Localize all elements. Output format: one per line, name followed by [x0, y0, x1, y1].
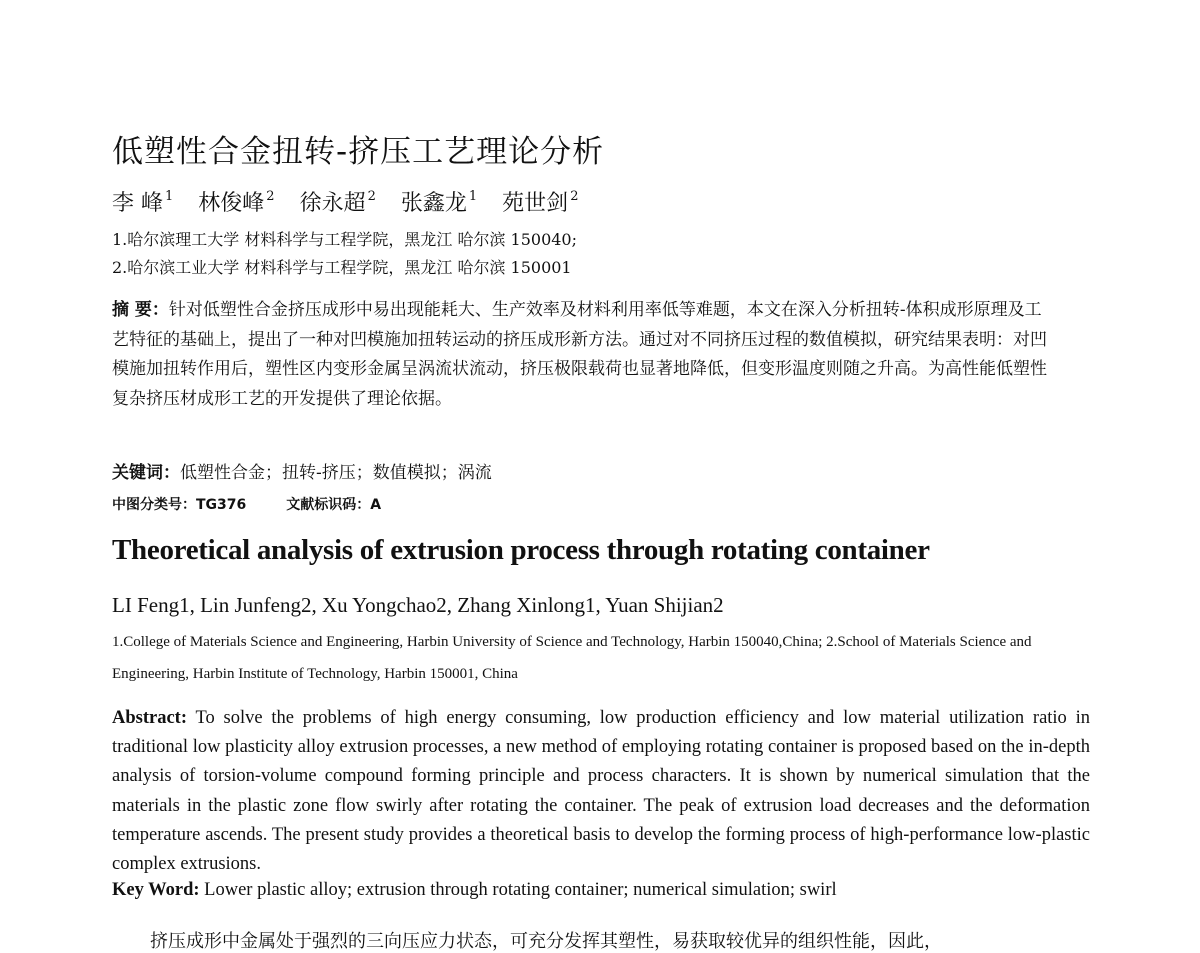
- author-cn: [198, 191, 274, 216]
- doc-code-value: A: [370, 497, 382, 513]
- keywords-cn-text: 低塑性合金；扭转-挤压；数值模拟；涡流: [180, 463, 492, 483]
- doc-code-label: 文献标识码：: [286, 497, 371, 513]
- clc-value: TG376: [196, 497, 247, 513]
- affiliations-en: 1.College of Materials Science and Engineering, Harbin University of Science and Technology, Harbin 150040,China; 2.School of Materials Science and Engineering, Harbin Institute of Technology, Harbin 150001, China: [112, 634, 1032, 682]
- author-name: 林俊峰: [198, 191, 265, 216]
- classification-line: [112, 494, 381, 514]
- author-name: 徐永超: [299, 191, 366, 216]
- keywords-en-label: Key Word:: [112, 880, 200, 900]
- keywords-cn-label: 关键词：: [112, 463, 180, 483]
- author-name: 李 峰: [112, 191, 163, 216]
- author-cn: [401, 191, 477, 216]
- author-list-en: LI Feng1, Lin Junfeng2, Xu Yongchao2, Zhang Xinlong1, Yuan Shijian2: [112, 593, 724, 617]
- author-name: 苑世剑: [502, 191, 569, 216]
- author-affiliation-mark: 2: [570, 189, 579, 204]
- clc-label: 中图分类号：: [112, 497, 196, 513]
- author-affiliation-mark: 1: [468, 189, 478, 204]
- author-cn: [112, 191, 173, 216]
- abstract-cn-label: 摘 要：: [112, 300, 169, 320]
- abstract-en-label: Abstract:: [112, 708, 188, 728]
- keywords-en-text: Lower plastic alloy; extrusion through rotating container; numerical simulation; swirl: [204, 880, 837, 900]
- author-affiliation-mark: 1: [165, 189, 174, 204]
- author-list-cn: [112, 186, 596, 217]
- abstract-cn-text: 针对低塑性合金挤压成形中易出现能耗大、生产效率及材料利用率低等难题，本文在深入分析扭转-体积成形原理及工艺特征的基础上，提出了一种对凹模施加扭转运动的挤压成形新方法。通过对不同挤压过程的数值模拟，研究结果表明：对凹模施加扭转作用后，塑性区内变形金属呈涡流状流动，挤压极限载荷也显著地降低，但变形温度则随之升高。为高性能低塑性复杂挤压材成形工艺的开发提供了理论依据。: [112, 300, 1047, 409]
- author-affiliation-mark: 2: [367, 189, 376, 204]
- keywords-cn: [112, 458, 492, 483]
- author-name: 张鑫龙: [400, 191, 467, 216]
- author-cn: [300, 191, 376, 216]
- paper-title-en: Theoretical analysis of extrusion process through rotating container: [112, 534, 930, 566]
- abstract-en: [112, 704, 1090, 879]
- body-paragraph-first-line: 挤压成形中金属处于强烈的三向压应力状态，可充分发挥其塑性，易获取较优异的组织性能，因此，: [150, 931, 942, 952]
- keywords-en: [112, 880, 837, 901]
- abstract-en-text: To solve the problems of high energy consuming, low production efficiency and low material utilization ratio in traditional low plasticity alloy extrusion processes, a new method of employing rotating container is proposed based on the in-depth analysis of torsion-volume compound forming principle and process characters. It is shown by numerical simulation that the materials in the plastic zone flow swirly after rotating the container. The peak of extrusion load decreases and the deformation temperature ascends. The present study provides a theoretical basis to develop the forming process of high-performance low-plastic complex extrusions.: [112, 708, 1090, 875]
- abstract-cn: [112, 296, 1052, 414]
- affiliation-cn-1: 1.哈尔滨理工大学 材料科学与工程学院，黑龙江 哈尔滨 150040;: [112, 230, 577, 249]
- author-affiliation-mark: 2: [266, 189, 275, 204]
- affiliation-cn-2: 2.哈尔滨工业大学 材料科学与工程学院，黑龙江 哈尔滨 150001: [112, 258, 572, 277]
- paper-title-cn: 低塑性合金扭转-挤压工艺理论分析: [112, 134, 605, 170]
- author-cn: [502, 191, 578, 216]
